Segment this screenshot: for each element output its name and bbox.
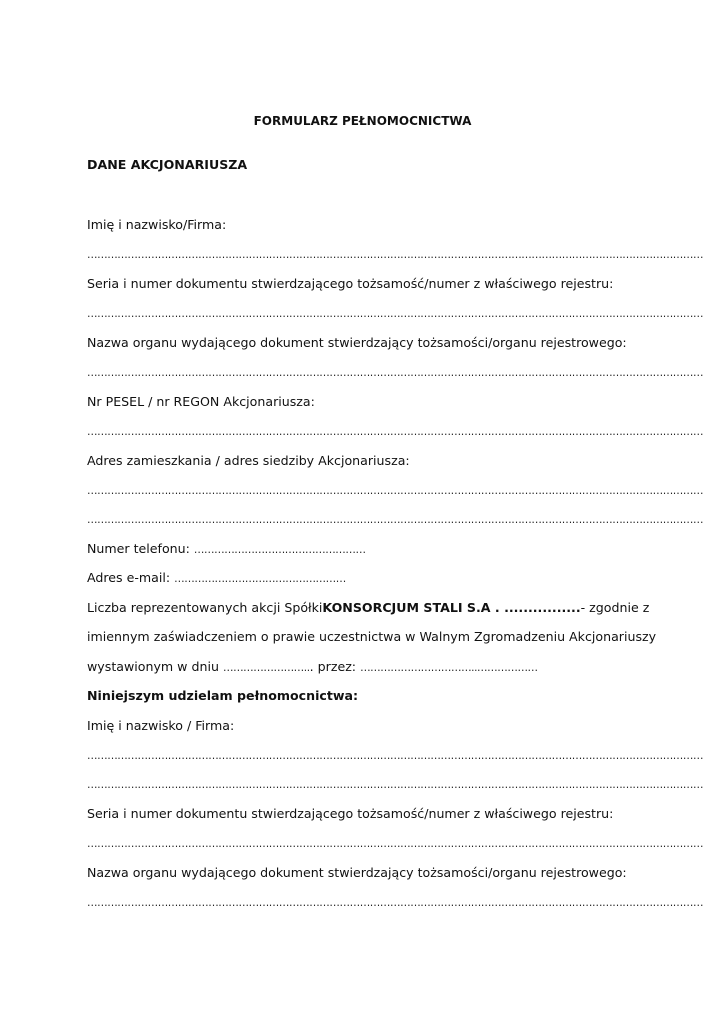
proxy-name-field-2[interactable]: …………………………………………………………………………………………………………………………………………………………………: [87, 779, 704, 791]
shares-line-3: [87, 659, 639, 676]
proxy-name-label: Imię i nazwisko / Firma:: [87, 718, 235, 733]
shareholder-address-label: Adres zamieszkania / adres siedziby Akcjonariusza:: [87, 453, 410, 468]
shareholder-address-field-2[interactable]: …………………………………………………………………………………………………………………………………………………………………: [87, 514, 704, 526]
phone-label: Numer telefonu:: [87, 541, 190, 556]
shareholder-issuer-label: Nazwa organu wydającego dokument stwierdzający tożsamości/organu rejestrowego:: [87, 335, 627, 350]
section-heading: DANE AKCJONARIUSZA: [87, 157, 248, 172]
proxy-issuer-field[interactable]: …………………………………………………………………………………………………………………………………………………………………: [87, 897, 704, 909]
issued-by-field[interactable]: ……………………………..………………: [360, 662, 538, 674]
shareholder-doc-field[interactable]: …………………………………………………………………………………………………………………………………………………………………: [87, 308, 704, 320]
proxy-name-field-1[interactable]: …………………………………………………………………………………………………………………………………………………………………: [87, 750, 704, 762]
email-label: Adres e-mail:: [87, 570, 171, 585]
phone-row: [87, 541, 639, 558]
email-field[interactable]: ……………………………………………: [174, 573, 346, 585]
email-row: [87, 570, 639, 587]
proxy-issuer-label: Nazwa organu wydającego dokument stwierdzający tożsamości/organu rejestrowego:: [87, 865, 627, 880]
proxy-doc-label: Seria i numer dokumentu stwierdzającego tożsamość/numer z właściwego rejestru:: [87, 806, 614, 821]
shares-line-1: [87, 600, 650, 616]
page-title: FORMULARZ PEŁNOMOCNICTWA: [253, 114, 472, 128]
shareholder-name-field[interactable]: …………………………………………………………………………………………………………………………………………………………………: [87, 249, 704, 261]
shareholder-address-field-1[interactable]: …………………………………………………………………………………………………………………………………………………………………: [87, 485, 704, 497]
proxy-heading: Niniejszym udzielam pełnomocnictwa:: [87, 688, 359, 703]
phone-field[interactable]: ……………………………………………: [193, 544, 366, 556]
shares-suffix: - zgodnie z: [580, 600, 650, 615]
issued-label: wystawionym w dniu: [87, 659, 219, 674]
company-name[interactable]: KONSORCJUM STALI S.A . ................: [322, 600, 581, 615]
shareholder-pesel-label: Nr PESEL / nr REGON Akcjonariusza:: [87, 394, 315, 409]
issued-by-label: . przez:: [309, 659, 357, 674]
shareholder-issuer-field[interactable]: …………………………………………………………………………………………………………………………………………………………………: [87, 367, 704, 379]
shares-text: Liczba reprezentowanych akcji Spółki: [87, 600, 323, 615]
shareholder-doc-label: Seria i numer dokumentu stwierdzającego tożsamość/numer z właściwego rejestru:: [87, 276, 614, 291]
proxy-doc-field[interactable]: …………………………………………………………………………………………………………………………………………………………………: [87, 838, 704, 850]
shareholder-pesel-field[interactable]: …………………………………………………………………………………………………………………………………………………………………: [87, 426, 704, 438]
issue-date-field[interactable]: ……………………..: [222, 662, 310, 674]
shares-line-2: imiennym zaświadczeniem o prawie uczestnictwa w Walnym Zgromadzeniu Akcjonariuszy: [87, 629, 657, 644]
shareholder-name-label: Imię i nazwisko/Firma:: [87, 217, 227, 232]
